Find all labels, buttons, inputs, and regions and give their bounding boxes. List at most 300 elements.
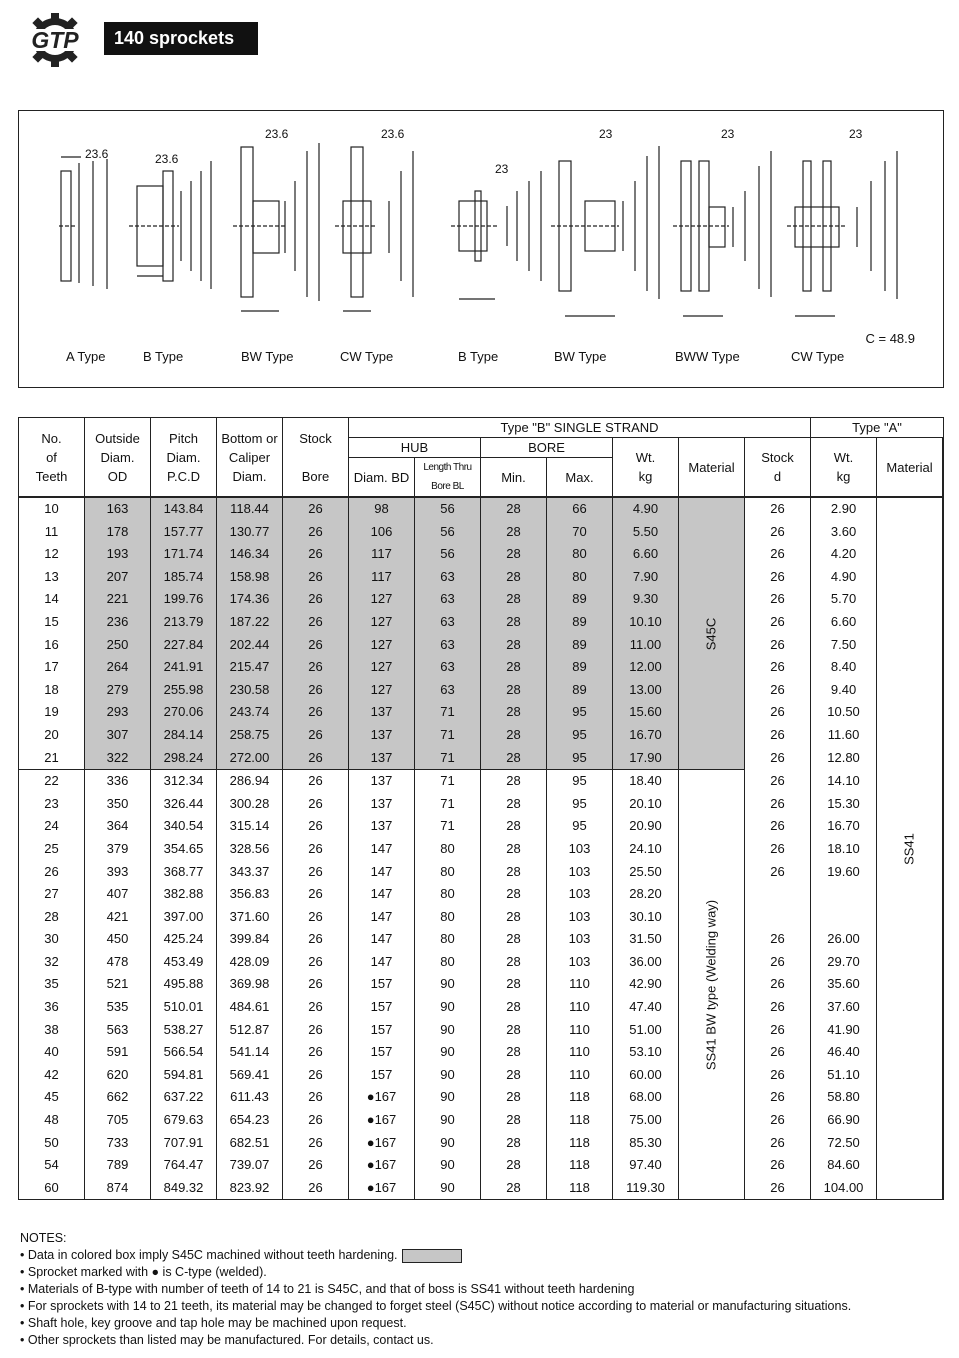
table-cell: 70: [547, 521, 613, 544]
table-cell: 28: [481, 521, 547, 544]
table-cell: 95: [547, 724, 613, 747]
table-cell: 110: [547, 996, 613, 1019]
table-cell: 425.24: [151, 928, 217, 951]
table-cell: 42.90: [613, 973, 679, 996]
table-cell: 679.63: [151, 1109, 217, 1132]
table-row: [19, 634, 944, 657]
table-cell: 26: [283, 611, 349, 634]
table-cell: 326.44: [151, 793, 217, 816]
table-cell: 199.76: [151, 588, 217, 611]
table-cell: 60: [19, 1177, 85, 1200]
table-cell: 137: [349, 793, 415, 816]
table-cell: 823.92: [217, 1177, 283, 1200]
table-cell: 322: [85, 747, 151, 770]
table-cell: 89: [547, 679, 613, 702]
table-cell: 26: [283, 634, 349, 657]
table-cell: 4.90: [811, 566, 877, 589]
table-cell: 41.90: [811, 1019, 877, 1042]
table-cell: 110: [547, 1041, 613, 1064]
table-cell: 26: [283, 1064, 349, 1087]
table-cell: 35.60: [811, 973, 877, 996]
type-label-bw: BW Type: [241, 349, 294, 364]
table-cell: 80: [415, 906, 481, 929]
table-cell: 26: [745, 701, 811, 724]
table-cell: 72.50: [811, 1132, 877, 1155]
table-cell: 28: [481, 1154, 547, 1177]
table-cell: 89: [547, 634, 613, 657]
table-cell: 90: [415, 1177, 481, 1200]
table-cell: 566.54: [151, 1041, 217, 1064]
header-hub: HUB: [349, 438, 481, 458]
table-cell: 26: [745, 679, 811, 702]
drawing-bw-type-1: [233, 143, 319, 311]
dim-label: 23.6: [155, 152, 179, 166]
notes-heading: NOTES:: [20, 1231, 67, 1245]
table-cell: 236: [85, 611, 151, 634]
table-cell: 12: [19, 543, 85, 566]
table-cell: 453.49: [151, 951, 217, 974]
table-cell: 137: [349, 701, 415, 724]
table-cell: 26: [745, 1019, 811, 1042]
table-cell: 20.90: [613, 815, 679, 838]
table-cell: 399.84: [217, 928, 283, 951]
table-cell: 28: [481, 1086, 547, 1109]
table-row: [19, 497, 944, 521]
table-row: [19, 951, 944, 974]
table-cell: 127: [349, 679, 415, 702]
table-cell: 157: [349, 1019, 415, 1042]
table-cell: 63: [415, 634, 481, 657]
table-cell: 28: [481, 861, 547, 884]
table-cell: 3.60: [811, 521, 877, 544]
table-cell: 30.10: [613, 906, 679, 929]
table-cell: [811, 906, 877, 929]
table-cell: 28: [481, 1109, 547, 1132]
table-cell: 40: [19, 1041, 85, 1064]
table-cell: 397.00: [151, 906, 217, 929]
table-cell: 26: [745, 861, 811, 884]
table-row: [19, 1019, 944, 1042]
table-cell: 42: [19, 1064, 85, 1087]
table-cell: 26: [283, 521, 349, 544]
table-row: [19, 1154, 944, 1177]
table-cell: 58.80: [811, 1086, 877, 1109]
table-cell: 26: [745, 951, 811, 974]
table-cell: 17: [19, 656, 85, 679]
table-cell: ●167: [349, 1109, 415, 1132]
table-cell: 28: [481, 566, 547, 589]
table-cell: 258.75: [217, 724, 283, 747]
table-cell: 118: [547, 1154, 613, 1177]
table-cell: 26: [283, 1019, 349, 1042]
table-cell: 26: [745, 770, 811, 793]
table-cell: 45: [19, 1086, 85, 1109]
header-material-a: Material: [877, 438, 943, 498]
table-cell: 26: [283, 883, 349, 906]
table-cell: 14.10: [811, 770, 877, 793]
header-wt: Wt. kg: [613, 438, 679, 498]
table-cell: 26: [745, 1041, 811, 1064]
table-cell: 343.37: [217, 861, 283, 884]
table-cell: 354.65: [151, 838, 217, 861]
table-row: [19, 588, 944, 611]
note-item: • Shaft hole, key groove and tap hole may be machined upon request.: [20, 1316, 407, 1330]
table-cell: 16.70: [613, 724, 679, 747]
table-cell: 243.74: [217, 701, 283, 724]
table-cell: 512.87: [217, 1019, 283, 1042]
table-cell: 26: [745, 973, 811, 996]
table-cell: 106: [349, 521, 415, 544]
table-cell: 26: [745, 838, 811, 861]
table-cell: 315.14: [217, 815, 283, 838]
table-cell: 89: [547, 588, 613, 611]
table-cell: 26: [283, 815, 349, 838]
table-cell: 35: [19, 973, 85, 996]
table-cell: 705: [85, 1109, 151, 1132]
table-cell: 48: [19, 1109, 85, 1132]
table-row: [19, 815, 944, 838]
table-cell: 18.40: [613, 770, 679, 793]
table-cell: 421: [85, 906, 151, 929]
table-cell: 147: [349, 951, 415, 974]
table-cell: 127: [349, 588, 415, 611]
table-cell: 28: [481, 724, 547, 747]
table-cell: 137: [349, 815, 415, 838]
table-cell: 7.90: [613, 566, 679, 589]
table-cell: 213.79: [151, 611, 217, 634]
table-cell: ●167: [349, 1177, 415, 1200]
table-cell: 11.00: [613, 634, 679, 657]
table-cell: ●167: [349, 1086, 415, 1109]
table-cell: 51.10: [811, 1064, 877, 1087]
table-row: [19, 770, 944, 793]
table-cell: 71: [415, 770, 481, 793]
table-cell: 26: [745, 1154, 811, 1177]
table-cell: 90: [415, 973, 481, 996]
table-cell: 227.84: [151, 634, 217, 657]
table-cell: 187.22: [217, 611, 283, 634]
table-cell: 157: [349, 996, 415, 1019]
header-hub-bd: Diam. BD: [349, 458, 415, 498]
drawing-cw-type-2: [787, 151, 897, 316]
table-cell: 8.40: [811, 656, 877, 679]
table-cell: 90: [415, 1064, 481, 1087]
table-cell: 379: [85, 838, 151, 861]
table-cell: 90: [415, 1019, 481, 1042]
table-cell: 538.27: [151, 1019, 217, 1042]
table-cell: 591: [85, 1041, 151, 1064]
note-item: • Other sprockets than listed may be manufactured. For details, contact us.: [20, 1333, 434, 1347]
table-cell: 147: [349, 861, 415, 884]
table-cell: 118: [547, 1109, 613, 1132]
table-cell: 63: [415, 656, 481, 679]
table-cell: 10: [19, 497, 85, 521]
table-row: [19, 1177, 944, 1200]
table-cell: 28: [481, 1041, 547, 1064]
table-cell: 26: [745, 521, 811, 544]
table-cell: 371.60: [217, 906, 283, 929]
table-cell: 28: [481, 701, 547, 724]
table-cell: 563: [85, 1019, 151, 1042]
table-cell: 26: [283, 497, 349, 521]
table-cell: 19.60: [811, 861, 877, 884]
table-cell: 97.40: [613, 1154, 679, 1177]
table-cell: 26: [283, 724, 349, 747]
table-cell: 293: [85, 701, 151, 724]
table-cell: 221: [85, 588, 151, 611]
table-cell: 739.07: [217, 1154, 283, 1177]
type-label-cw2: CW Type: [791, 349, 845, 364]
table-cell: 10.10: [613, 611, 679, 634]
table-cell: 26: [745, 996, 811, 1019]
table-cell: [745, 906, 811, 929]
table-cell: 849.32: [151, 1177, 217, 1200]
table-cell: 54: [19, 1154, 85, 1177]
table-cell: 26: [283, 951, 349, 974]
table-cell: 13: [19, 566, 85, 589]
table-cell: 25: [19, 838, 85, 861]
table-cell: ●167: [349, 1132, 415, 1155]
table-cell: 637.22: [151, 1086, 217, 1109]
notes: [20, 1230, 851, 1349]
table-cell: 4.90: [613, 497, 679, 521]
table-cell: 28.20: [613, 883, 679, 906]
drawing-cw-type-1: [335, 147, 413, 311]
table-cell: 26: [745, 566, 811, 589]
table-cell: 28: [481, 815, 547, 838]
table-cell: 764.47: [151, 1154, 217, 1177]
table-cell: 428.09: [217, 951, 283, 974]
table-cell: 682.51: [217, 1132, 283, 1155]
table-cell: 241.91: [151, 656, 217, 679]
table-cell: 147: [349, 928, 415, 951]
table-cell: 15.60: [613, 701, 679, 724]
table-cell: 117: [349, 543, 415, 566]
table-cell: 90: [415, 1041, 481, 1064]
table-cell: 26: [283, 770, 349, 793]
table-cell: 137: [349, 724, 415, 747]
table-cell: 90: [415, 1132, 481, 1155]
sprocket-spec-table: [18, 417, 944, 1200]
table-cell: 478: [85, 951, 151, 974]
header-type-a: Type "A": [811, 418, 944, 438]
table-cell: 71: [415, 724, 481, 747]
table-cell: 37.60: [811, 996, 877, 1019]
table-row: [19, 679, 944, 702]
table-cell: 157: [349, 973, 415, 996]
table-cell: 36.00: [613, 951, 679, 974]
material-b-s45c: [679, 497, 745, 770]
table-cell: 157: [349, 1041, 415, 1064]
table-cell: 24.10: [613, 838, 679, 861]
table-cell: 118.44: [217, 497, 283, 521]
table-cell: 27: [19, 883, 85, 906]
table-cell: 26: [283, 747, 349, 770]
table-cell: 215.47: [217, 656, 283, 679]
table-cell: 90: [415, 996, 481, 1019]
table-cell: 89: [547, 611, 613, 634]
header-bore: BORE: [481, 438, 613, 458]
table-cell: 26: [283, 543, 349, 566]
technical-drawings: [19, 111, 945, 389]
table-cell: 137: [349, 770, 415, 793]
table-cell: 63: [415, 588, 481, 611]
material-b-ss41: [679, 770, 745, 1200]
table-cell: 611.43: [217, 1086, 283, 1109]
table-cell: 103: [547, 928, 613, 951]
table-cell: 193: [85, 543, 151, 566]
table-cell: 75.00: [613, 1109, 679, 1132]
table-cell: 158.98: [217, 566, 283, 589]
table-cell: 95: [547, 701, 613, 724]
table-cell: 286.94: [217, 770, 283, 793]
table-cell: 80: [415, 928, 481, 951]
note-item: • Sprocket marked with ● is C-type (welded).: [20, 1265, 267, 1279]
dim-label: 23: [849, 127, 863, 141]
table-cell: 26: [19, 861, 85, 884]
table-cell: 298.24: [151, 747, 217, 770]
table-cell: 484.61: [217, 996, 283, 1019]
table-cell: 71: [415, 747, 481, 770]
dim-label: 23: [721, 127, 735, 141]
dim-label: 23: [599, 127, 613, 141]
table-cell: 103: [547, 906, 613, 929]
type-label-a: A Type: [66, 349, 106, 364]
header-material: Material: [679, 438, 745, 498]
table-cell: 171.74: [151, 543, 217, 566]
table-cell: 6.60: [613, 543, 679, 566]
table-cell: 28: [481, 996, 547, 1019]
table-cell: 26: [745, 724, 811, 747]
table-cell: 521: [85, 973, 151, 996]
note-item: • Data in colored box imply S45C machined without teeth hardening.: [20, 1247, 851, 1264]
table-cell: 98: [349, 497, 415, 521]
table-cell: 127: [349, 656, 415, 679]
table-row: [19, 566, 944, 589]
table-cell: 16: [19, 634, 85, 657]
table-cell: 26: [283, 1132, 349, 1155]
table-cell: 495.88: [151, 973, 217, 996]
material-a-ss41: [877, 497, 943, 1200]
table-row: [19, 701, 944, 724]
table-cell: 84.60: [811, 1154, 877, 1177]
drawing-b-type-2: [451, 171, 541, 299]
table-cell: 26: [283, 793, 349, 816]
table-cell: 369.98: [217, 973, 283, 996]
table-cell: 26: [283, 679, 349, 702]
table-cell: 26: [745, 1109, 811, 1132]
table-cell: 63: [415, 611, 481, 634]
table-cell: 11: [19, 521, 85, 544]
table-cell: 90: [415, 1086, 481, 1109]
table-cell: 36: [19, 996, 85, 1019]
table-cell: 535: [85, 996, 151, 1019]
table-cell: 28: [481, 543, 547, 566]
table-cell: 255.98: [151, 679, 217, 702]
table-cell: 26: [283, 1041, 349, 1064]
table-body: [19, 497, 944, 1200]
material-a-ss41-label: SS41: [901, 832, 917, 865]
table-cell: 26: [283, 838, 349, 861]
table-row: [19, 1086, 944, 1109]
material-b-ss41-label: SS41 BW type (Welding way): [703, 899, 719, 1070]
table-row: [19, 838, 944, 861]
table-cell: 21: [19, 747, 85, 770]
table-cell: 26: [283, 996, 349, 1019]
table-cell: [745, 883, 811, 906]
sprocket-type-diagrams: [18, 110, 944, 388]
table-cell: 510.01: [151, 996, 217, 1019]
table-cell: 110: [547, 1064, 613, 1087]
table-cell: 594.81: [151, 1064, 217, 1087]
table-cell: 90: [415, 1154, 481, 1177]
table-cell: 26: [283, 861, 349, 884]
table-row: [19, 973, 944, 996]
table-cell: 307: [85, 724, 151, 747]
table-cell: 127: [349, 634, 415, 657]
drawing-a-type: [59, 157, 107, 289]
table-cell: 30: [19, 928, 85, 951]
table-cell: 393: [85, 861, 151, 884]
table-cell: 147: [349, 838, 415, 861]
table-cell: 66: [547, 497, 613, 521]
table-cell: 137: [349, 747, 415, 770]
table-cell: 874: [85, 1177, 151, 1200]
table-cell: 541.14: [217, 1041, 283, 1064]
table-cell: 28: [481, 1177, 547, 1200]
table-cell: 5.50: [613, 521, 679, 544]
table-cell: 270.06: [151, 701, 217, 724]
table-cell: 364: [85, 815, 151, 838]
table-cell: 80: [547, 566, 613, 589]
table-cell: 28: [481, 973, 547, 996]
table-cell: 14: [19, 588, 85, 611]
note-item: • For sprockets with 14 to 21 teeth, its material may be changed to forget steel (S45C) without notice according to material or manufacturing situations.: [20, 1299, 852, 1313]
table-cell: 382.88: [151, 883, 217, 906]
table-cell: 51.00: [613, 1019, 679, 1042]
table-cell: 28: [481, 679, 547, 702]
table-cell: 26: [745, 747, 811, 770]
table-cell: 7.50: [811, 634, 877, 657]
table-cell: 17.90: [613, 747, 679, 770]
table-row: [19, 883, 944, 906]
table-row: [19, 521, 944, 544]
table-row: [19, 861, 944, 884]
table-cell: 26: [283, 906, 349, 929]
table-cell: 28: [481, 497, 547, 521]
table-cell: 118: [547, 1132, 613, 1155]
table-cell: 119.30: [613, 1177, 679, 1200]
table-cell: 26: [283, 928, 349, 951]
header-bore-max: Max.: [547, 458, 613, 498]
table-cell: 9.30: [613, 588, 679, 611]
table-cell: 103: [547, 951, 613, 974]
table-cell: 28: [481, 906, 547, 929]
table-cell: 157: [349, 1064, 415, 1087]
table-cell: 284.14: [151, 724, 217, 747]
table-cell: 26: [283, 1177, 349, 1200]
table-row: [19, 611, 944, 634]
header-type-b: Type "B" SINGLE STRAND: [349, 418, 811, 438]
table-cell: 26.00: [811, 928, 877, 951]
table-cell: 26: [283, 1086, 349, 1109]
table-cell: 336: [85, 770, 151, 793]
table-cell: 28: [481, 611, 547, 634]
table-cell: 118: [547, 1177, 613, 1200]
table-cell: 130.77: [217, 521, 283, 544]
table-cell: 53.10: [613, 1041, 679, 1064]
table-cell: 28: [481, 951, 547, 974]
